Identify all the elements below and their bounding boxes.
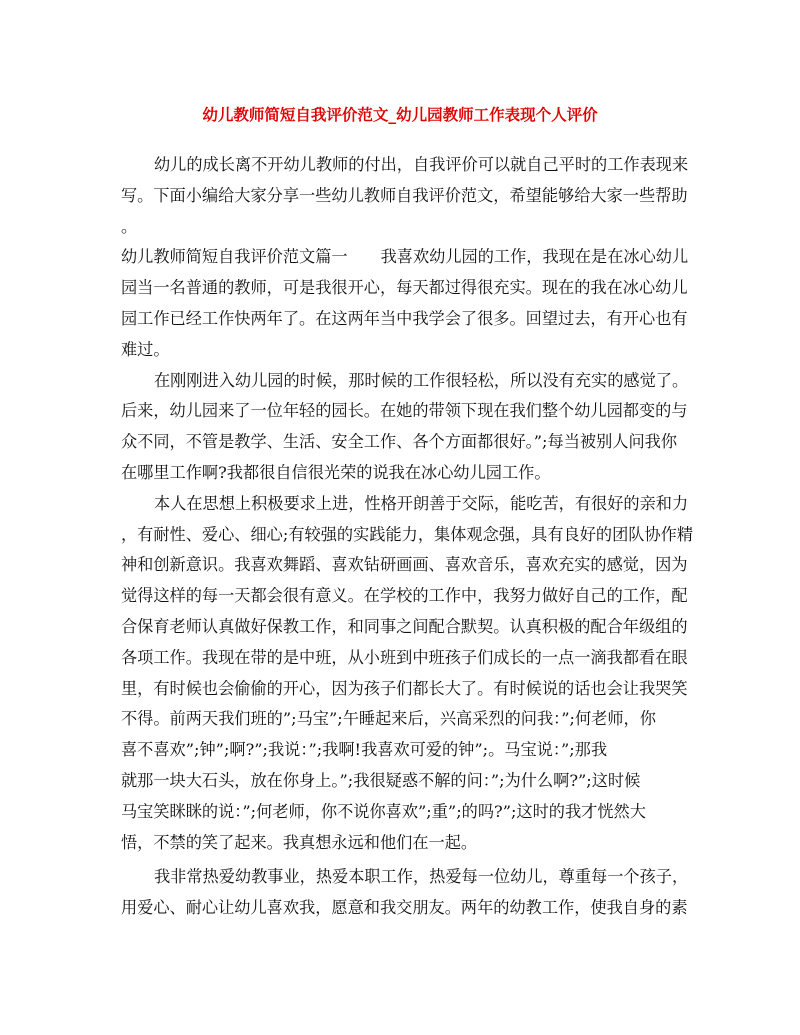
text-line: 我非常热爱幼教事业，热爱本职工作，热爱每一位幼儿，尊重每一个孩子， [154, 867, 689, 887]
text-line: 用爱心、耐心让幼儿喜欢我，愿意和我交朋友。两年的幼教工作，使我自身的素 [121, 898, 688, 918]
text-line: 觉得这样的每一天都会很有意义。在学校的工作中，我努力做好自己的工作，配 [121, 586, 688, 606]
text-line: 本人在思想上积极要求上进，性格开朗善于交际，能吃苦，有很好的亲和力 [154, 493, 689, 513]
text-line: ，有耐性、爱心、细心;有较强的实践能力，集体观念强，具有良好的团队协作精 [121, 524, 694, 544]
text-line: 就那一块大石头，放在你身上。”;我很疑惑不解的问：”;为什么啊?”;这时候 [121, 770, 641, 790]
text-line: 不得。前两天我们班的”;马宝”;午睡起来后，兴高采烈的问我：”;何老师，你 [121, 709, 656, 729]
text-line: 园当一名普通的教师，可是我很开心，每天都过得很充实。现在的我在冰心幼儿 [121, 278, 688, 298]
text-line: 神和创新意识。我喜欢舞蹈、喜欢钻研画画、喜欢音乐，喜欢充实的感觉，因为 [121, 555, 688, 575]
text-fragment: 我喜欢幼儿园的工作，我现在是在冰心幼儿 [380, 247, 689, 267]
text-line: 在哪里工作啊?我都很自信很光荣的说我在冰心幼儿园工作。 [121, 462, 551, 482]
text-line: 合保育老师认真做好保教工作，和同事之间配合默契。认真积极的配合年级组的 [121, 616, 688, 636]
text-line: 喜不喜欢”;钟”;啊?”;我说：”;我啊!我喜欢可爱的钟”;。马宝说：”;那我 [121, 740, 608, 760]
document-body [121, 150, 694, 924]
text-line: 幼儿的成长离不开幼儿教师的付出，自我评价可以就自己平时的工作表现来 [154, 155, 689, 174]
text-line: 。 [121, 216, 138, 236]
text-line: 众不同，不管是教学、生活、安全工作、各个方面都很好。”;每当被别人问我你 [121, 432, 678, 452]
text-line: 悟，不禁的笑了起来。我真想永远和他们在一起。 [121, 832, 478, 852]
document-title: 幼儿教师简短自我评价范文_幼儿园教师工作表现个人评价 [202, 105, 598, 124]
text-line: 后来，幼儿园来了一位年轻的园长。在她的带领下现在我们整个幼儿园都变的与 [121, 401, 688, 421]
text-line-with-heading [121, 242, 689, 273]
text-line: 写。下面小编给大家分享一些幼儿教师自我评价范文，希望能够给大家一些帮助 [121, 185, 688, 205]
text-line: 园工作已经工作快两年了。在这两年当中我学会了很多。回望过去，有开心也有 [121, 308, 688, 328]
text-line: 里，有时候也会偷偷的开心，因为孩子们都长大了。有时候说的话也会让我哭笑 [121, 678, 688, 698]
text-line: 各项工作。我现在带的是中班，从小班到中班孩子们成长的一点一滴我都看在眼 [121, 647, 688, 667]
text-line: 难过。 [121, 339, 170, 359]
section-heading: 幼儿教师简短自我评价范文篇一 [121, 247, 348, 267]
text-line: 在刚刚进入幼儿园的时候，那时候的工作很轻松，所以没有充实的感觉了。 [154, 370, 689, 390]
text-line: 马宝笑眯眯的说：”;何老师，你不说你喜欢”;重”;的吗?”;这时的我才恍然大 [121, 801, 646, 821]
